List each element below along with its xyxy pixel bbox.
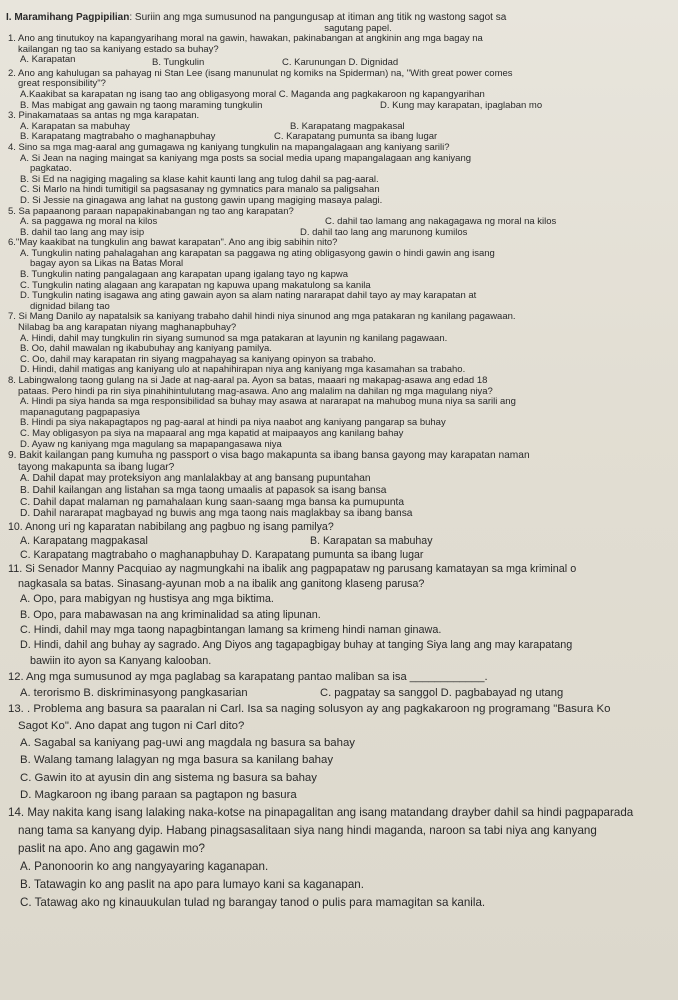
option-d[interactable]: D. Kung may karapatan, ipaglaban mo: [380, 99, 543, 111]
option-c[interactable]: C. dahil tao lamang ang nakagagawa ng moral na kilos: [325, 216, 557, 228]
option-a-cont: mapanagutang pagpapasiya: [20, 406, 140, 418]
option-d[interactable]: D. Hindi, dahil matigas ang kaniyang ulo at napahihirapan niya ang kaniyang mga kasamahan sa trabaho.: [20, 364, 466, 376]
option-a-b[interactable]: A. terorismo B. diskriminasyong pangkasarian: [20, 686, 248, 699]
option-a[interactable]: A. Tungkulin nating pahalagahan ang karapatan sa paggawa ng ating obligasyong gawin o hindi gawin ang isang: [20, 247, 495, 259]
question-stem: 7. Si Mang Danilo ay napatalsik sa kaniyang trabaho dahil hindi niya sinunod ang mga patakaran ng kanilang pagawaan.: [8, 311, 516, 323]
question-stem-cont: paslit na apo. Ano ang gagawin mo?: [18, 842, 205, 856]
option-c[interactable]: C. Si Marlo na hindi tumitigil sa pagsasanay ng gymnatics para manalo sa paligsahan: [20, 184, 380, 196]
option-c-d[interactable]: C. Karunungan D. Dignidad: [282, 57, 399, 69]
question-stem: 11. Si Senador Manny Pacquiao ay nagmungkahi na ibalik ang pagpapataw ng parusang kamatayan sa mga kriminal o: [8, 562, 577, 575]
question-10: [6, 520, 670, 562]
option-d[interactable]: D. Ayaw ng kaniyang mga magulang sa mapapangasawa niya: [20, 438, 282, 450]
option-a[interactable]: A. Karapatan: [20, 54, 76, 66]
option-a-cont: pagkatao.: [30, 163, 72, 175]
question-stem: 2. Ano ang kahulugan sa pahayag ni Stan Lee (isang manunulat ng komiks na Spiderman) na, "With great power comes: [8, 67, 513, 79]
question-2: [6, 69, 670, 111]
question-6: [6, 238, 670, 312]
option-b[interactable]: B. Mas mabigat ang gawain ng taong maraming tungkulin: [20, 99, 263, 111]
question-stem-cont: tayong makapunta sa ibang lugar?: [18, 461, 175, 473]
question-stem-cont: Sagot Ko". Ano dapat ang tugon ni Carl dito?: [18, 720, 245, 732]
option-b[interactable]: B. Karapatang magpakasal: [290, 120, 405, 132]
question-stem-cont: pataas. Pero hindi pa rin siya pinahihintulutang mag-asawa. Ano ang malalim na dahilan ng mga magulang niya?: [18, 385, 493, 397]
question-14: [6, 804, 670, 912]
option-c[interactable]: C. Hindi, dahil may mga taong napagbintangan lamang sa krimeng hindi naman ginawa.: [20, 623, 442, 636]
options-row: [6, 534, 670, 548]
question-stem-cont: kailangan ng tao sa kaniyang estado sa buhay?: [18, 43, 219, 55]
question-1: [6, 34, 670, 69]
option-b[interactable]: B. Tungkulin nating pangalagaan ang karapatan upang igalang tayo ng kapwa: [20, 269, 349, 281]
option-c-d[interactable]: C. Karapatang magtrabaho o maghanapbuhay D. Karapatang pumunta sa ibang lugar: [20, 548, 424, 561]
question-12: [6, 669, 670, 701]
question-stem: 9. Bakit kailangan pang kumuha ng passport o visa bago makapunta sa ibang bansa gayong may karapatan naman: [8, 450, 530, 462]
option-b2[interactable]: B. Karapatang magtrabaho o maghanapbuhay: [20, 131, 216, 143]
option-c[interactable]: C. May obligasyon pa siya na mapaaral ang mga kapatid at maipaayos ang kanilang bahay: [20, 427, 404, 439]
question-11: [6, 562, 670, 669]
option-a[interactable]: A. Panonoorin ko ang nangyayaring kaganapan.: [20, 860, 269, 874]
option-b[interactable]: B. dahil tao lang ang may isip: [20, 226, 145, 238]
option-c[interactable]: C. Tungkulin nating alagaan ang karapatan ng kapuwa upang makatulong sa kanila: [20, 279, 371, 291]
option-a[interactable]: A. Dahil dapat may proteksiyon ang manlalakbay at ang bansang pupuntahan: [20, 473, 371, 485]
instructions-continued: sagutang papel.: [324, 23, 392, 34]
section-header: [6, 12, 670, 34]
question-stem: 3. Pinakamataas sa antas ng mga karapatan.: [8, 110, 200, 122]
option-c[interactable]: C. Oo, dahil may karapatan rin siyang magpahayag sa kaniyang opinyon sa trabaho.: [20, 353, 376, 365]
option-b[interactable]: B. Dahil kailangan ang listahan sa mga taong umaalis at papasok sa isang bansa: [20, 484, 387, 496]
option-c[interactable]: C. Gawin ito at ayusin din ang sistema ng basura sa bahay: [20, 771, 317, 784]
question-7: [6, 312, 670, 376]
option-a[interactable]: A. Karapatang magpakasal: [20, 534, 148, 547]
question-stem: 6."May kaakibat na tungkulin ang bawat karapatan". Ano ang ibig sabihin nito?: [8, 237, 338, 249]
question-stem-cont: great responsibility"?: [18, 78, 106, 90]
option-a[interactable]: A. Opo, para mabigyan ng hustisya ang mga biktima.: [20, 593, 274, 606]
question-stem: 4. Sino sa mga mag-aaral ang gumagawa ng kaniyang tungkulin na mapangalagaan ang kaniyang sarili?: [8, 141, 450, 153]
question-4: [6, 143, 670, 207]
section-title: I. Maramihang Pagpipilian: [6, 12, 130, 23]
option-b[interactable]: B. Karapatan sa mabuhay: [310, 534, 433, 547]
option-d[interactable]: D. dahil tao lang ang marunong kumilos: [300, 226, 468, 238]
option-d[interactable]: D. Magkaroon ng ibang paraan sa pagtapon ng basura: [20, 788, 297, 801]
question-8: [6, 376, 670, 450]
question-3: [6, 111, 670, 143]
option-d-cont: dignidad bilang tao: [30, 300, 110, 312]
question-stem: 13. . Problema ang basura sa paaralan ni Carl. Isa sa naging solusyon ay ang pagkakaroon ng programang "Basura Ko: [8, 702, 611, 715]
option-a[interactable]: A. Sagabal sa kaniyang pag-uwi ang magdala ng basura sa bahay: [20, 737, 355, 750]
question-stem: 5. Sa papaanong paraan napapakinabangan ng tao ang karapatan?: [8, 205, 294, 217]
option-d[interactable]: D. Hindi, dahil ang buhay ay sagrado. Ang Diyos ang tagapagbigay buhay at tanging Siya lang ang may karapatang: [20, 639, 573, 652]
question-9: [6, 450, 670, 520]
question-stem: 12. Ang mga sumusunod ay mga paglabag sa karapatang pantao maliban sa isa ____________.: [8, 670, 488, 683]
option-b[interactable]: B. Oo, dahil mawalan ng ikabubuhay ang kaniyang pamilya.: [20, 343, 272, 355]
question-13: [6, 701, 670, 804]
question-stem: 8. Labingwalong taong gulang na si Jade at nag-aaral pa. Ayon sa batas, maaari ng makapag-asawa ang edad 18: [8, 375, 488, 386]
option-b[interactable]: B. Tungkulin: [152, 57, 205, 69]
instructions: : Suriin ang mga sumusunod na pangungusap at itiman ang titik ng wastong sagot sa: [129, 12, 507, 23]
question-stem: 14. May nakita kang isang lalaking naka-kotse na pinapagalitan ang isang matandang drayber dahil sa hindi pagpaparada: [8, 806, 634, 820]
option-c[interactable]: C. Dahil dapat malaman ng pamahalaan kung saan-saang mga bansa ka pumupunta: [20, 496, 404, 508]
option-b[interactable]: B. Si Ed na nagiging magaling sa klase kahit kaunti lang ang tulog dahil sa pag-aaral.: [20, 173, 379, 185]
option-a[interactable]: A. Hindi, dahil may tungkulin rin siyang sumunod sa mga patakaran at layunin ng kanilang pagawaan.: [20, 332, 448, 344]
option-a[interactable]: A. Karapatan sa mabuhay: [20, 120, 130, 132]
option-a-cont: bagay ayon sa Likas na Batas Moral: [30, 258, 184, 270]
option-a[interactable]: A. Si Jean na naging maingat sa kaniyang mga posts sa social media upang mapangalagaan ang kaniyang: [20, 152, 472, 164]
option-b[interactable]: B. Hindi pa siya nakapagtapos ng pag-aaral at hindi pa niya naabot ang kaniyang pangarap sa buhay: [20, 417, 446, 429]
question-stem: 1. Ano ang tinutukoy na kapangyarihang moral na gawin, hawakan, pakinabangan at angkinin ang mga bagay na: [8, 33, 483, 44]
options-row: [6, 55, 670, 69]
option-a[interactable]: A.Kaakibat sa karapatan ng isang tao ang obligasyong moral C. Maganda ang pagkakaroon ng kapangyarihan: [20, 88, 485, 100]
option-c-d[interactable]: C. pagpatay sa sanggol D. pagbabayad ng utang: [320, 686, 564, 699]
option-d-cont: bawiin ito ayon sa Kanyang kalooban.: [30, 654, 212, 667]
option-b[interactable]: B. Tatawagin ko ang paslit na apo para lumayo kani sa kaganapan.: [20, 878, 364, 892]
options-row: [6, 685, 670, 701]
option-d[interactable]: D. Tungkulin nating isagawa ang ating gawain ayon sa alam nating nararapat dahil tayo ay may karapatan at: [20, 290, 477, 302]
question-stem: 10. Anong uri ng kaparatan nabibilang ang pagbuo ng isang pamilya?: [8, 520, 334, 533]
question-stem-cont: Nilabag ba ang karapatan niyang maghanapbuhay?: [18, 322, 237, 334]
question-stem-cont: nagkasala sa batas. Sinasang-ayunan mob a na ibalik ang ganitong klaseng parusa?: [18, 578, 425, 591]
question-stem-cont: nang tama sa kanyang dyip. Habang pinagsasalitaan siya nang hindi maganda, naroon sa tabi niya ang kanyang: [18, 824, 597, 838]
option-d[interactable]: D. Dahil nararapat magbayad ng buwis ang mga taong nais maglakbay sa ibang bansa: [20, 508, 413, 520]
option-c[interactable]: C. Karapatang pumunta sa ibang lugar: [274, 131, 438, 143]
option-c[interactable]: C. Tatawag ako ng kinauukulan tulad ng barangay tanod o pulis para mamagitan sa kanila.: [20, 896, 486, 910]
option-b[interactable]: B. Opo, para mabawasan na ang kriminalidad sa ating lipunan.: [20, 608, 321, 621]
option-a[interactable]: A. Hindi pa siya handa sa mga responsibilidad sa buhay may asawa at nararapat na mahubog muna niya sa sarili ang: [20, 396, 516, 408]
option-b[interactable]: B. Walang tamang lalagyan ng mga basura sa kanilang bahay: [20, 754, 334, 767]
option-d[interactable]: D. Si Jessie na ginagawa ang lahat na gustong gawin upang magiging masaya palagi.: [20, 194, 383, 206]
question-5: [6, 207, 670, 239]
option-a[interactable]: A. sa paggawa ng moral na kilos: [20, 216, 158, 228]
